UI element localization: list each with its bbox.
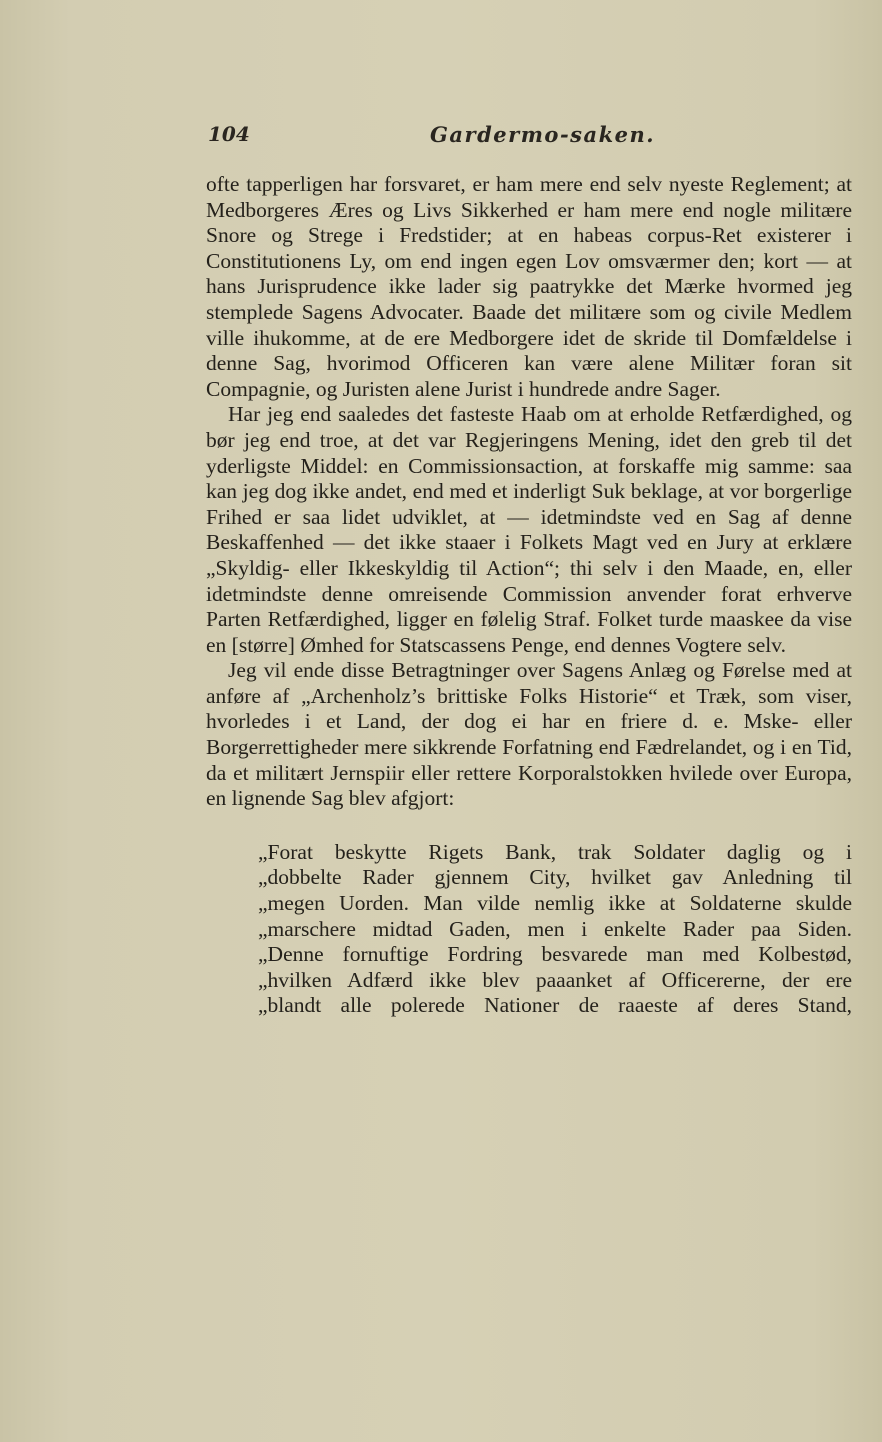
quote-line: „hvilken Adfærd ikke blev paaanket af Officererne, der ere — [258, 967, 852, 992]
quote-line: „Forat beskytte Rigets Bank, trak Soldater daglig og i — [258, 839, 852, 864]
page-header — [208, 122, 852, 162]
quote-line: „megen Uorden. Man vilde nemlig ikke at Soldaterne skulde — [258, 891, 852, 916]
block-quote — [206, 840, 852, 1019]
quote-line: „marschere midtad Gaden, men i enkelte Rader paa Siden. — [258, 916, 852, 941]
body-text — [206, 172, 852, 1019]
quote-line: „Denne fornuftige Fordring besvarede man med Kolbestød, — [258, 942, 852, 967]
paragraph-3: Jeg vil ende disse Betragtninger over Sagens Anlæg og Førelse med at anføre af „Archenholz’s brittiske Folks Historie“ et Træk, som viser, hvorledes i et Land, der dog ei har en friere d. e. Mske- eller Borgerrettigheder mere sikkrende Forfatning end Fædrelandet, og i en Tid, da et militært Jernspiir eller rettere Korporalstokken hvilede over Europa, en lignende Sag blev afgjort: — [206, 658, 852, 811]
paragraph-2: Har jeg end saaledes det fasteste Haab om at erholde Retfærdighed, og bør jeg end troe, at det var Regjeringens Mening, idet den greb til det yderligste Middel: en Commissionsaction, at forskaffe mig samme: saa kan jeg dog ikke andet, end med et inderligt Suk beklage, at vor borgerlige Frihed er saa lidet udviklet, at — idetmindste ved en Sag af denne Beskaffenhed — det ikke staaer i Folkets Magt ved en Jury at erklære „Skyldig- eller Ikkeskyldig til Action“; thi selv i den Maade, en, eller idetmindste denne omreisende Commission anvender forat erhverve Parten Retfærdighed, ligger en følelig Straf. Folket turde maaskee da vise en [større] Ømhed for Statscassens Penge, end dennes Vogtere selv. — [206, 402, 852, 657]
paragraph-1: ofte tapperligen har forsvaret, er ham mere end selv nyeste Reglement; at Medborgeres Æres og Livs Sikkerhed er ham mere end nogle militære Snore og Strege i Fredstider; at en habeas corpus-Ret existerer i Constitutionens Ly, om end ingen egen Lov omsværmer den; kort — at hans Jurisprudence ikke lader sig paatrykke det Mærke hvormed jeg stemplede Sagens Advocater. Baade det militære som og civile Medlem ville ihukomme, at de ere Medborgere idet de skride til Domfældelse i denne Sag, hvorimod Officeren kan være alene Militær foran sit Compagnie, og Juristen alene Jurist i hundrede andre Sager. — [206, 172, 852, 401]
quote-line: „blandt alle polerede Nationer de raaeste af deres Stand, — [258, 993, 852, 1018]
running-title: Gardermo-saken. — [430, 122, 656, 147]
quote-line: „dobbelte Rader gjennem City, hvilket gav Anledning til — [258, 865, 852, 890]
page-number: 104 — [208, 122, 250, 146]
